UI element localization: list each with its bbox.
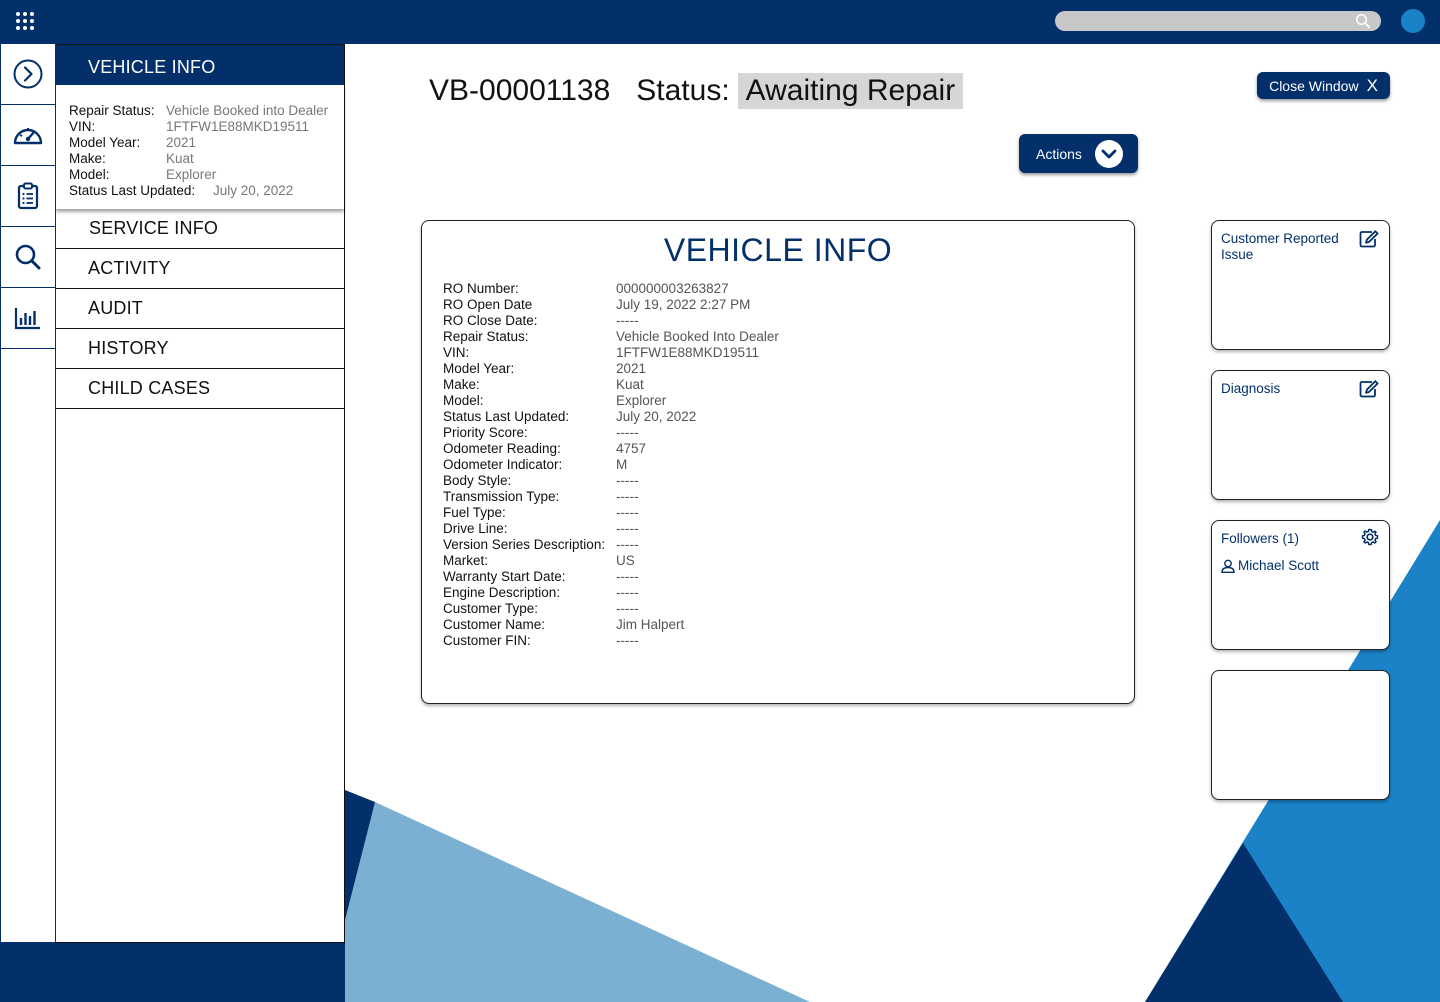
info-value: Jim Halpert: [616, 617, 685, 632]
avatar[interactable]: [1401, 9, 1425, 33]
info-row: [443, 585, 779, 601]
info-label: Odometer Indicator:: [443, 457, 563, 472]
info-label: Customer Type:: [443, 601, 539, 616]
info-label: Model Year:: [443, 361, 515, 376]
followers-card: [1211, 520, 1390, 650]
summary-row: [69, 135, 344, 151]
rail-item-tasks[interactable]: [1, 166, 55, 227]
bar-chart-icon: [14, 306, 42, 330]
info-value: -----: [616, 505, 639, 520]
info-row: [443, 297, 779, 313]
summary-row: [69, 103, 344, 119]
gear-icon[interactable]: [1361, 528, 1379, 546]
info-label: Customer FIN:: [443, 633, 531, 648]
info-value: -----: [616, 585, 639, 600]
card-title: Followers (1): [1221, 531, 1300, 546]
info-value: -----: [616, 313, 639, 328]
info-value: July 20, 2022: [616, 409, 697, 424]
nav-vehicle-info-header[interactable]: VEHICLE INFO: [56, 45, 344, 85]
info-value: 2021: [616, 361, 647, 376]
edit-icon[interactable]: [1359, 380, 1379, 398]
bottom-strip: [0, 943, 345, 1002]
rail-item-reports[interactable]: [1, 288, 55, 349]
info-value: 1FTFW1E88MKD19511: [616, 345, 760, 360]
actions-button[interactable]: [1019, 134, 1138, 173]
info-row: [443, 489, 779, 505]
info-value: -----: [616, 537, 639, 552]
nav-item-audit[interactable]: AUDIT: [56, 289, 344, 329]
close-window-label: Close Window: [1269, 77, 1359, 94]
clipboard-icon: [16, 182, 40, 210]
info-row: [443, 537, 779, 553]
info-label: RO Number:: [443, 281, 519, 296]
global-search[interactable]: [1055, 11, 1381, 31]
info-label: Engine Description:: [443, 585, 561, 600]
info-row: [443, 345, 779, 361]
summary-value: Vehicle Booked into Dealer: [166, 103, 329, 118]
info-label: Status Last Updated:: [443, 409, 570, 424]
info-value: -----: [616, 601, 639, 616]
summary-value: Explorer: [166, 167, 217, 182]
nav-item-child-cases[interactable]: CHILD CASES: [56, 369, 344, 409]
info-value: -----: [616, 521, 639, 536]
info-row: [443, 313, 779, 329]
status-label: Status:: [636, 74, 730, 107]
info-value: -----: [616, 569, 639, 584]
info-row: [443, 329, 779, 345]
summary-label: Model Year:: [69, 135, 141, 150]
actions-label: Actions: [1036, 145, 1082, 162]
info-row: [443, 601, 779, 617]
chevron-right-circle-icon: [12, 58, 44, 90]
summary-value: July 20, 2022: [213, 183, 294, 198]
info-row: [443, 505, 779, 521]
status-badge: Awaiting Repair: [738, 73, 964, 109]
info-row: [443, 569, 779, 585]
vehicle-info-rows: [443, 281, 779, 649]
person-icon: [1221, 559, 1235, 573]
info-value: Kuat: [616, 377, 644, 392]
info-label: Make:: [443, 377, 480, 392]
info-label: Fuel Type:: [443, 505, 506, 520]
card-title: VEHICLE INFO: [663, 232, 893, 268]
info-row: [443, 633, 779, 649]
info-label: Market:: [443, 553, 489, 568]
case-nav-panel: [55, 44, 345, 943]
customer-reported-issue-card: [1211, 220, 1390, 350]
follower-name: Michael Scott: [1238, 558, 1320, 573]
info-row: [443, 425, 779, 441]
bg-lightblue-triangle: [345, 802, 810, 1002]
case-header: [429, 73, 963, 109]
info-row: [443, 473, 779, 489]
summary-label: VIN:: [69, 119, 96, 134]
icon-rail: [0, 44, 56, 943]
chevron-down-icon: [1095, 140, 1123, 168]
search-input[interactable]: [1055, 11, 1381, 31]
empty-card: [1211, 670, 1390, 800]
info-row: [443, 457, 779, 473]
rail-item-search[interactable]: [1, 227, 55, 288]
info-value: July 19, 2022 2:27 PM: [616, 297, 751, 312]
info-label: RO Open Date: [443, 297, 533, 312]
info-value: -----: [616, 633, 639, 648]
summary-row: [69, 119, 344, 135]
info-label: Transmission Type:: [443, 489, 560, 504]
info-row: [443, 281, 779, 297]
info-value: -----: [616, 425, 639, 440]
info-value: Explorer: [616, 393, 667, 408]
search-icon: [14, 243, 42, 271]
info-value: 000000003263827: [616, 281, 729, 296]
info-row: [443, 521, 779, 537]
info-value: Vehicle Booked Into Dealer: [616, 329, 779, 344]
info-label: Model:: [443, 393, 484, 408]
info-row: [443, 393, 779, 409]
info-row: [443, 553, 779, 569]
summary-value: 2021: [166, 135, 197, 150]
info-value: M: [616, 457, 628, 472]
vehicle-info-card: [421, 220, 1135, 704]
summary-label: Model:: [69, 167, 110, 182]
follower-item[interactable]: [1221, 558, 1319, 573]
vehicle-summary: [56, 85, 344, 209]
summary-row: [69, 151, 344, 167]
info-row: [443, 377, 779, 393]
nav-item-service-info[interactable]: SERVICE INFO: [56, 209, 344, 249]
nav-item-activity[interactable]: ACTIVITY: [56, 249, 344, 289]
info-label: Customer Name:: [443, 617, 546, 632]
info-label: Version Series Description:: [443, 537, 606, 552]
info-value: US: [616, 553, 635, 568]
summary-label: Make:: [69, 151, 106, 166]
info-label: Odometer Reading:: [443, 441, 561, 456]
top-bar: [0, 0, 1440, 44]
info-label: Body Style:: [443, 473, 512, 488]
info-label: RO Close Date:: [443, 313, 538, 328]
search-icon[interactable]: [1355, 13, 1371, 29]
summary-value: Kuat: [166, 151, 194, 166]
info-label: Repair Status:: [443, 329, 529, 344]
info-value: -----: [616, 489, 639, 504]
card-title: Diagnosis: [1221, 381, 1281, 396]
summary-label: Repair Status:: [69, 103, 155, 118]
info-label: VIN:: [443, 345, 470, 360]
info-row: [443, 361, 779, 377]
apps-grid-icon[interactable]: [16, 12, 36, 32]
case-id: VB-00001138: [429, 74, 611, 107]
close-window-button[interactable]: [1257, 72, 1390, 99]
info-value: -----: [616, 473, 639, 488]
edit-icon[interactable]: [1359, 230, 1379, 248]
close-icon: X: [1366, 75, 1378, 95]
info-row: [443, 441, 779, 457]
info-row: [443, 617, 779, 633]
rail-item-expand[interactable]: [1, 44, 55, 105]
rail-item-dashboard[interactable]: [1, 105, 55, 166]
info-label: Drive Line:: [443, 521, 508, 536]
nav-item-history[interactable]: HISTORY: [56, 329, 344, 369]
info-label: Priority Score:: [443, 425, 528, 440]
info-value: 4757: [616, 441, 647, 456]
info-label: Warranty Start Date:: [443, 569, 566, 584]
card-title: Customer Reported Issue: [1221, 231, 1339, 262]
dashboard-gauge-icon: [12, 121, 44, 149]
summary-label: Status Last Updated:: [69, 183, 196, 198]
summary-row: [69, 183, 344, 199]
summary-row: [69, 167, 344, 183]
diagnosis-card: [1211, 370, 1390, 500]
info-row: [443, 409, 779, 425]
summary-value: 1FTFW1E88MKD19511: [166, 119, 310, 134]
